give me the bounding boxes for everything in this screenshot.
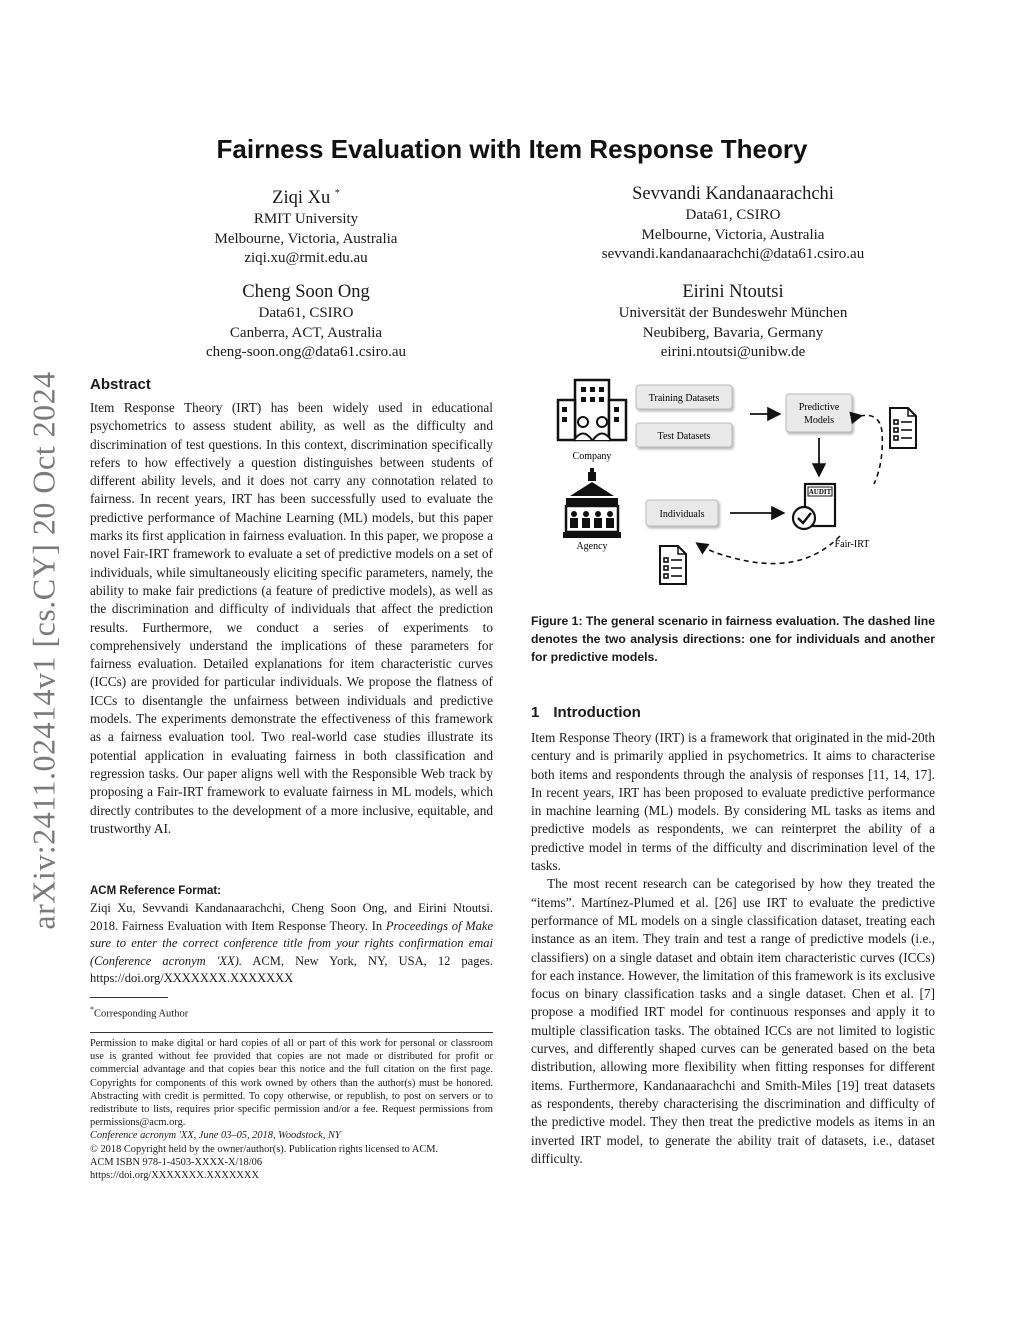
author-email: cheng-soon.ong@data61.csiro.au bbox=[205, 344, 406, 360]
agency-label: Agency bbox=[576, 541, 608, 552]
author-affiliation: Data61, CSIRO bbox=[685, 207, 781, 223]
footnote bbox=[90, 1003, 493, 1021]
intro-paragraph-2: The most recent research can be categorised by how they treated the “items”. Martínez-Plumed et al. [26] use IRT to evaluate the predictive performance of ML models on a single classification dataset, treating each instance as an item. They train and test a range of predictive models (i.e., classifiers) on a single dataset and obtain item characteristic curves (ICCs) for each instance. However, the limitation of this framework is its exclusive focus on binary classification tasks and a single dataset. Chen et al. [7] propose a modified IRT model for continuous responses and apply it to multiple classification tasks. The obtained ICCs are not limited to logistic curves, and differently shaped curves can be generated based on the beta distribution, allowing more flexibility when fitting responses for different items. Furthermore, Kandanaarachchi and Smith-Miles [19] treat datasets as respondents, thereby characterising the discrimination and difficulty of the predictive model. They then treat the predictive models as items in an inverted IRT model, to generate the ability trait of datasets, i.e., dataset difficulty. bbox=[531, 876, 935, 1166]
section-heading bbox=[531, 704, 935, 721]
author-location: Canberra, ACT, Australia bbox=[229, 324, 383, 341]
author-name: Sevvandi Kandanaarachchi bbox=[632, 184, 834, 204]
abstract-text: Item Response Theory (IRT) has been widely used in educational psychometrics to assess student ability, as well as the difficulty and discrimination of test questions. In this context, discrimination specifically refers to how effectively a question distinguishes between students of different ability levels, and it does not carry any connotation related to fairness. In recent years, IRT has been successfully used to evaluate the predictive performance of Machine Learning (ML) models, but this paper marks its first application in fairness evaluation. In this paper, we propose a novel Fair-IRT framework to evaluate a set of predictive models on a set of individuals, while simultaneously eliciting specific parameters, namely, the ability to make fair predictions (a feature of predictive models), as well as the discrimination and difficulty of individuals that affect the prediction results. Furthermore, we conduct a series of experiments to comprehensively understand the implications of these parameters for fairness evaluation. Detailed explanations for item characteristic curves (ICCs) are provided for particular individuals. We propose the flatness of ICCs to disentangle the unfairness between individuals and predictive models. The experiments demonstrate the effectiveness of this framework as a fairness evaluation tool. Two real-world case studies illustrate its potential application in evaluating fairness in both classification and regression tasks. Our paper aligns well with the Responsible Web track by proposing a Fair-IRT framework to evaluate fairness in ML models, which directly contributes to the development of a more inclusive, equitable, and trustworthy AI. bbox=[90, 400, 493, 836]
abstract-section bbox=[90, 376, 493, 838]
acm-reference bbox=[90, 885, 493, 988]
dashed-arrow-models bbox=[860, 415, 882, 484]
section-number: 1 bbox=[531, 704, 540, 721]
author-name: Ziqi Xu * bbox=[272, 188, 340, 209]
test-datasets-box bbox=[636, 423, 732, 447]
introduction-section bbox=[531, 704, 935, 1168]
author-email: sevvandi.kandanaarachchi@data61.csiro.au bbox=[601, 246, 865, 262]
author-affiliation: Data61, CSIRO bbox=[258, 305, 354, 321]
intro-paragraph-1: Item Response Theory (IRT) is a framework that originated in the mid-20th century and is primarily applied in psychometrics. It aims to characterise both items and respondents through the analysis of responses [11, 14, 17]. In recent years, IRT has been proposed to evaluate predictive performance in machine learning (ML) models. By considering ML tasks as items and predictive models as respondents, we can reinterpret the ability of a predictive model in terms of the difficulty and discrimination level of the tasks. bbox=[531, 730, 935, 874]
author-name: Eirini Ntoutsi bbox=[682, 282, 784, 302]
individuals-label: Individuals bbox=[659, 509, 705, 520]
predictive-label-line2: Models bbox=[804, 415, 834, 426]
arxiv-id: arXiv:2411.02414v1 [cs.CY] 20 Oct 2024 bbox=[25, 370, 62, 930]
author-email: ziqi.xu@rmit.edu.au bbox=[244, 250, 368, 267]
conference-line: Conference acronym 'XX, June 03–05, 2018, Woodstock, NY bbox=[90, 1130, 341, 1142]
individuals-box bbox=[646, 500, 718, 526]
test-datasets-label: Test Datasets bbox=[657, 431, 711, 442]
author-affiliation: Universität der Bundeswehr München bbox=[618, 305, 848, 321]
paper-title: Fairness Evaluation with Item Response Theory bbox=[216, 134, 808, 164]
acm-reference-text: Ziqi Xu, Sevvandi Kandanaarachchi, Cheng Soon Ong, and Eirini Ntoutsi. 2018. Fairness Evaluation with Item Response Theory. In Proceedings of Make sure to enter the correct conference title from your rights confirmation emai (Conference acronym 'XX). ACM, New York, NY, USA, 12 pages. https://doi.org/XXXXXXX.XXXXXXX bbox=[90, 901, 494, 985]
dashed-arrow-individuals bbox=[698, 536, 840, 564]
author-affiliation: RMIT University bbox=[253, 211, 359, 228]
predictive-label-line1: Predictive bbox=[798, 402, 840, 413]
author-block-2 bbox=[548, 182, 918, 265]
author-block-3 bbox=[156, 280, 456, 363]
figure-1 bbox=[550, 372, 930, 594]
abstract-heading: Abstract bbox=[90, 376, 151, 393]
predictive-models-box bbox=[786, 394, 852, 432]
fair-irt-label: Fair-IRT bbox=[834, 539, 870, 550]
permission-block bbox=[90, 1037, 493, 1182]
section-title: Introduction bbox=[553, 704, 641, 721]
figure-caption: Figure 1: The general scenario in fairness evaluation. The dashed line denotes the two analysis directions: one for individuals and another for predictive models. bbox=[531, 614, 935, 664]
arxiv-stamp bbox=[10, 360, 78, 940]
acm-reference-heading: ACM Reference Format: bbox=[90, 885, 221, 897]
permission-text: Permission to make digital or hard copies of all or part of this work for personal or classroom use is granted without fee provided that copies are not made or distributed for profit or commercial advantage and that copies bear this notice and the full citation on the first page. Copyrights for components of this work owned by others than the author(s) must be honored. Abstracting with credit is permitted. To copy otherwise, or republish, to post on servers or to redistribute to lists, requires prior specific permission and/or a fee. Request permissions from permissions@acm.org. bbox=[90, 1038, 493, 1129]
footnote-text: Corresponding Author bbox=[94, 1008, 189, 1020]
training-datasets-box bbox=[636, 385, 732, 409]
copyright-line: © 2018 Copyright held by the owner/author(s). Publication rights licensed to ACM. bbox=[90, 1143, 439, 1155]
company-icon bbox=[558, 380, 626, 440]
author-location: Neubiberg, Bavaria, Germany bbox=[642, 324, 824, 341]
doi-line: https://doi.org/XXXXXXX.XXXXXXX bbox=[90, 1170, 259, 1182]
permission-rule bbox=[90, 1032, 493, 1033]
company-label: Company bbox=[572, 451, 612, 462]
training-datasets-label: Training Datasets bbox=[648, 393, 720, 404]
author-name: Cheng Soon Ong bbox=[242, 282, 370, 302]
author-email: eirini.ntoutsi@unibw.de bbox=[660, 344, 806, 360]
document-icon-right bbox=[890, 408, 916, 448]
author-block-4 bbox=[548, 280, 918, 363]
author-block-1 bbox=[156, 182, 456, 269]
agency-icon bbox=[563, 468, 621, 538]
audit-icon bbox=[793, 484, 835, 529]
footnote-mark: * bbox=[90, 1005, 94, 1014]
audit-label: AUDIT bbox=[808, 488, 832, 496]
author-location: Melbourne, Victoria, Australia bbox=[214, 230, 398, 247]
footnote-rule bbox=[90, 997, 168, 998]
isbn-line: ACM ISBN 978-1-4503-XXXX-X/18/06 bbox=[90, 1156, 263, 1168]
author-mark: * bbox=[334, 188, 340, 199]
author-location: Melbourne, Victoria, Australia bbox=[641, 226, 825, 243]
document-icon-bottom bbox=[660, 546, 686, 584]
